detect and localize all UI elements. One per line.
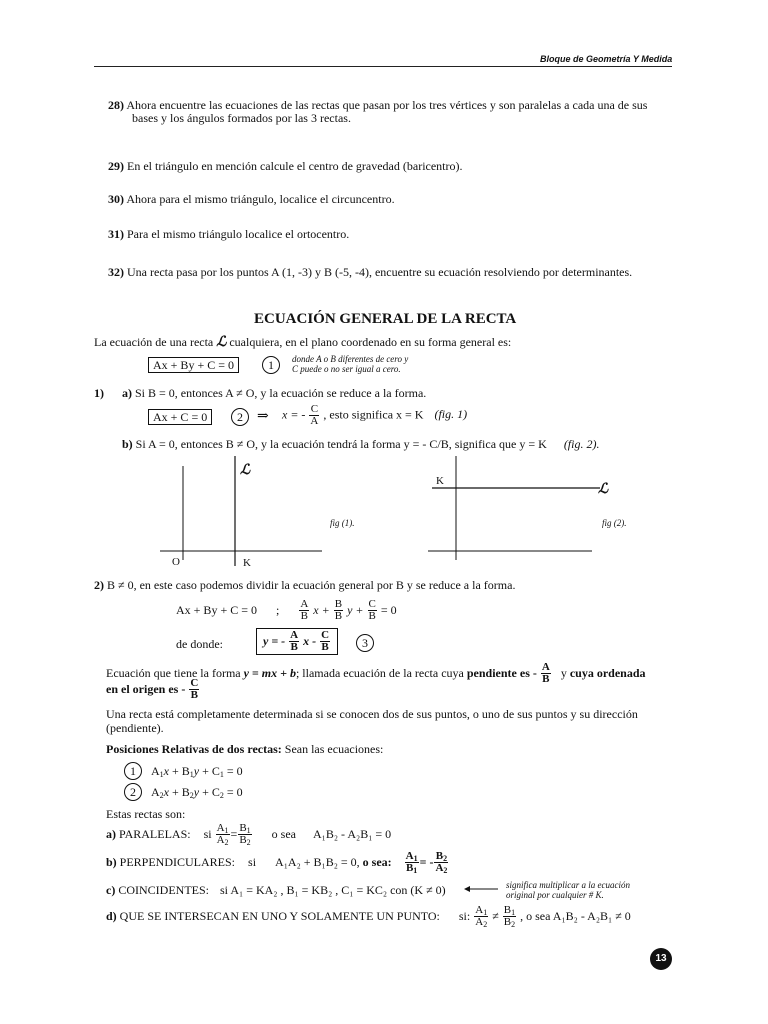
relation-parallel: a) PARALELAS: si $\frac{A_1}{A_2}$ = $\frac{B_1}{B_2}$ o sea A₁B₂ - A₂B₁ = 0 [106, 822, 392, 847]
denominator: A [310, 415, 319, 427]
exercise-text: Una recta pasa por los puntos A (1, -3) y B (-5, -4), encuentre su ecuación resolviendo por determinantes. [127, 265, 633, 279]
denominator: B [190, 689, 198, 701]
text: si: [458, 909, 471, 923]
fig-1-reference: (fig. 1) [434, 407, 468, 422]
fig2-line-label: ℒ [598, 482, 609, 497]
arrow-left-icon [464, 884, 500, 894]
relation-intersecting [106, 905, 631, 928]
x-minus: x - [303, 634, 317, 648]
relation-perpendicular: b) PERPENDICULARES: si A₁A₂ + B₁B₂ = 0, o sea: $\frac{A_1}{B_1}$ = - $\frac{B_2}{A_2}$ [106, 850, 448, 875]
eq-number-circle: 3 [356, 634, 374, 652]
exercise-28-cont: bases y los ángulos formados por las 3 rectas. [132, 111, 351, 125]
eq-number-circle: 1 [124, 762, 142, 780]
exercise-number: 30) [108, 192, 124, 206]
text: Ecuación que tiene la forma [106, 666, 241, 680]
denominator: B [321, 641, 329, 653]
text: o sea [271, 827, 296, 841]
relation-label: b) [106, 855, 117, 869]
ordinate-line [106, 678, 200, 701]
a-over-b [541, 662, 551, 685]
condition: si A₁ = KA₂ , B₁ = KB₂ , C₁ = KC₂ con (K ≠ 0) [220, 883, 446, 897]
heading-rest: Sean las ecuaciones: [284, 742, 384, 756]
exercise-number: 28) [108, 98, 124, 112]
exercise-number: 32) [108, 265, 124, 279]
section-title: ECUACIÓN GENERAL DE LA RECTA [254, 311, 517, 327]
denominator: B [368, 610, 376, 622]
slope-form: y = mx + b [243, 666, 296, 680]
equation-3-number [356, 634, 374, 652]
relation-name: PARALELAS: [119, 827, 191, 841]
fig1-line-label: ℒ [240, 463, 251, 478]
heading-bold: Posiciones Relativas de dos rectas: [106, 742, 282, 756]
note-line-2: C puede o no ser igual a cero. [292, 364, 401, 374]
b-over-b [334, 599, 343, 622]
eq-number-circle: 2 [231, 408, 249, 426]
y-plus: y + [347, 603, 364, 617]
exercise-number: 29) [108, 159, 124, 173]
condition: , o sea A₁B₂ - A₂B₁ ≠ 0 [520, 909, 631, 923]
exercise-text: Ahora para el mismo triángulo, localice el circuncentro. [126, 192, 395, 206]
coincident-note [506, 880, 630, 900]
text-bold: o sea: [362, 855, 392, 869]
positions-heading [106, 742, 383, 757]
divided-equation [176, 599, 397, 622]
separator: ; [275, 603, 280, 617]
case-label: b) [122, 437, 133, 451]
exercise-text: En el triángulo en mención calcule el centro de gravedad (baricentro). [127, 159, 463, 173]
case-number: 2) [94, 578, 104, 592]
condition: A₁B₂ - A₂B₁ = 0 [313, 827, 392, 841]
not-equal: ≠ [492, 909, 499, 923]
note-line-2: original por cualquier # K. [506, 890, 604, 900]
line-equation-1: 1 $A_1x + B_1y + C_1 = 0$ [124, 762, 243, 780]
x-equals: x = - [282, 407, 306, 422]
eq-number-circle: 2 [124, 783, 142, 801]
script-l-symbol: ℒ [216, 335, 227, 350]
page-number-badge: 13 [650, 948, 672, 970]
x-plus: x + [313, 603, 330, 617]
numerator: A [541, 661, 550, 673]
c-over-b [368, 599, 377, 622]
relation-name: QUE SE INTERSECAN EN UNO Y SOLAMENTE UN PUNTO: [119, 909, 440, 923]
numerator: A [290, 629, 299, 641]
intro-text-b: cualquiera, en el plano coordenado en su forma general es: [229, 335, 512, 349]
meaning-text: , esto significa x = K [323, 407, 424, 422]
text-bold: pendiente es - [466, 666, 537, 680]
relation-coincident [106, 883, 446, 898]
estas-label: Estas rectas son: [106, 807, 186, 821]
relation-label: c) [106, 883, 116, 897]
eq-number-circle: 1 [262, 356, 280, 374]
exercise-text: Para el mismo triángulo localice el ortocentro. [127, 227, 350, 241]
intro-text-a: La ecuación de una recta [94, 335, 214, 349]
numerator: C [368, 598, 376, 610]
numerator: B [334, 598, 343, 610]
text: si [203, 827, 212, 841]
numerator: C [321, 629, 330, 641]
fig1-caption: fig (1). [330, 518, 355, 528]
note-line-1: donde A o B diferentes de cero y [292, 354, 409, 364]
fig1-k-label: K [243, 557, 251, 569]
general-equation: Ax + By + C = 0 [176, 603, 257, 617]
case-2 [94, 578, 515, 593]
case-text: B ≠ 0, en este caso podemos dividir la ecuación general por B y se reduce a la forma. [107, 578, 516, 592]
relation-name: PERPENDICULARES: [119, 855, 236, 869]
slope-intercept-box [256, 628, 338, 655]
equals-zero: = 0 [380, 603, 397, 617]
numerator: C [190, 677, 199, 689]
case-text: Si B = 0, entonces A ≠ O, y la ecuación se reduce a la forma. [135, 386, 427, 400]
note-line-1: significa multiplicar a la ecuación [506, 880, 630, 890]
denominator: B [290, 641, 298, 653]
case-label: a) [122, 386, 132, 400]
b2-over-a2: $\frac{B_2}{A_2}$ [435, 850, 448, 875]
determined-paragraph: Una recta está completamente determinada si se conocen dos de sus puntos, o uno de sus puntos y su dirección (pendiente). [106, 707, 638, 735]
a-over-b [289, 630, 299, 653]
relation-label: a) [106, 827, 116, 841]
y-equals: y = - [263, 634, 286, 648]
fig-2-reference: (fig. 2). [563, 437, 600, 451]
c-over-b [320, 630, 330, 653]
text: si [248, 855, 257, 869]
case-text: Si A = 0, entonces B ≠ O, y la ecuación tendrá la forma y = - C/B, significa que y = K [135, 437, 547, 451]
exercise-text: Ahora encuentre las ecuaciones de las rectas que pasan por los tres vértices y son paralelas a cada una de sus [126, 98, 648, 112]
exercise-number: 31) [108, 227, 124, 241]
b1-over-b2: $\frac{B_1}{B_2}$ [503, 904, 516, 929]
text: y [560, 666, 567, 680]
running-header: Bloque de Geometría Y Medida [540, 54, 673, 64]
reduced-equation: Ax + C = 0 [148, 409, 212, 425]
denominator: B [334, 610, 343, 622]
denominator: B [542, 673, 550, 685]
text-bold: en el origen es - [106, 682, 186, 696]
a1-over-a2: $\frac{A_1}{A_2}$ [216, 822, 229, 847]
c-over-b [189, 678, 199, 701]
fig2-k-label: K [436, 475, 444, 487]
text: ; llamada ecuación de la recta cuya [295, 666, 464, 680]
numerator: C [310, 403, 319, 415]
numerator: A [300, 598, 309, 610]
fig2-caption: fig (2). [602, 518, 627, 528]
case-1-number: 1) [94, 386, 104, 400]
b1-over-b2: $\frac{B_1}{B_2}$ [239, 822, 251, 847]
text-bold: cuya ordenada [569, 666, 646, 680]
denominator: B [300, 610, 308, 622]
relation-label: d) [106, 909, 117, 923]
relation-name: COINCIDENTES: [118, 883, 209, 897]
condition: A₁A₂ + B₁B₂ = 0, [275, 855, 360, 869]
fig1-origin-label: O [172, 556, 180, 568]
general-equation: Ax + By + C = 0 [148, 357, 239, 373]
a-over-b [299, 599, 309, 622]
a1-over-a2: $\frac{A_1}{A_2}$ [475, 904, 488, 929]
a1-over-b1: $\frac{A_1}{B_1}$ [405, 850, 418, 875]
de-donde-label: de donde: [176, 637, 223, 651]
line-equation-2: 2 $A_2x + B_2y + C_2 = 0$ [124, 783, 243, 801]
implies-arrow: ⇒ [257, 409, 269, 424]
